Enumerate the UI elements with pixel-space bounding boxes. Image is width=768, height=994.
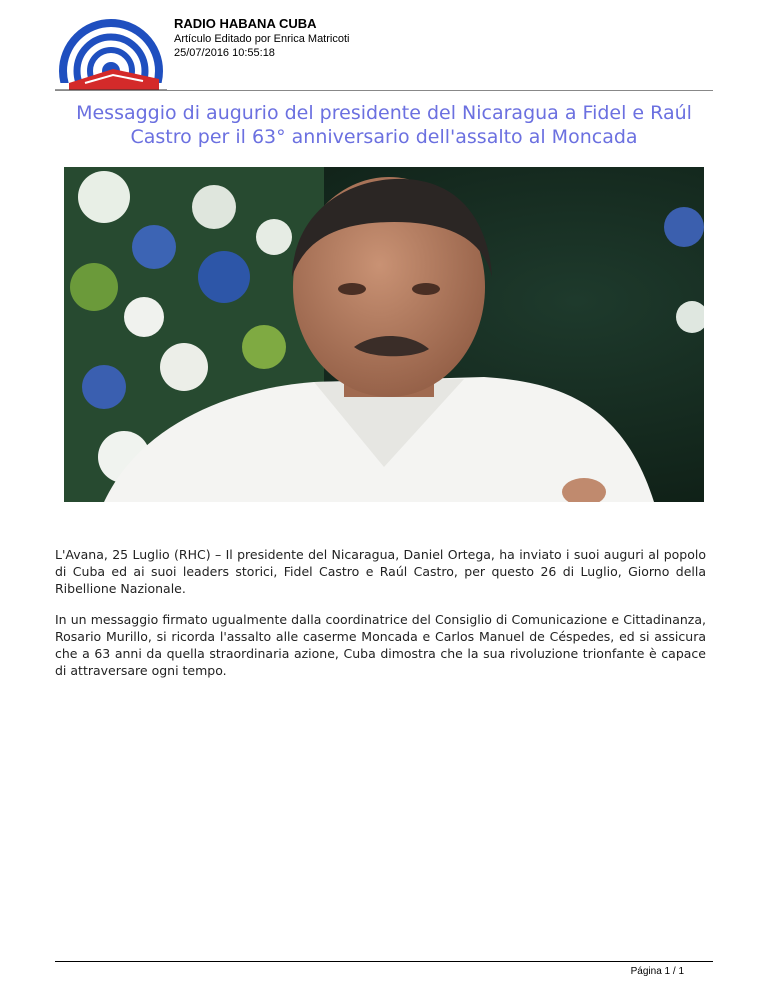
header-divider <box>55 90 713 91</box>
document-header <box>174 16 349 60</box>
article-title: Messaggio di augurio del presidente del Nicaragua a Fidel e Raúl Castro per il 63° anniversario dell'assalto al Moncada <box>76 102 692 148</box>
article-editor: Artículo Editado por Enrica Matricoti <box>174 33 350 45</box>
article-paragraph-1: L'Avana, 25 Luglio (RHC) – Il presidente del Nicaragua, Daniel Ortega, ha inviato i suoi auguri al popolo di Cuba ed ai suoi leaders storici, Fidel Castro e Raúl Castro, per questo 26 di Luglio, Giorno della Ribellione Nazionale. <box>55 547 706 596</box>
station-name: RADIO HABANA CUBA <box>174 16 317 31</box>
footer-divider <box>55 961 713 962</box>
radio-habana-cuba-logo-icon <box>55 17 167 91</box>
article-body <box>55 546 706 693</box>
article-paragraph-2: In un messaggio firmato ugualmente dalla coordinatrice del Consiglio di Comunicazione e Cittadinanza, Rosario Murillo, si ricorda l'assalto alle caserme Moncada e Carlos Manuel de Céspedes, ed si assicura che a 63 anni da quella straordinaria azione, Cuba dimostra che la sua rivoluzione trionfante è capace di attraversare ogni tempo. <box>55 612 706 678</box>
portrait-photo <box>64 167 704 502</box>
page-number: Página 1 / 1 <box>630 966 684 977</box>
article-datetime: 25/07/2016 10:55:18 <box>174 47 275 59</box>
